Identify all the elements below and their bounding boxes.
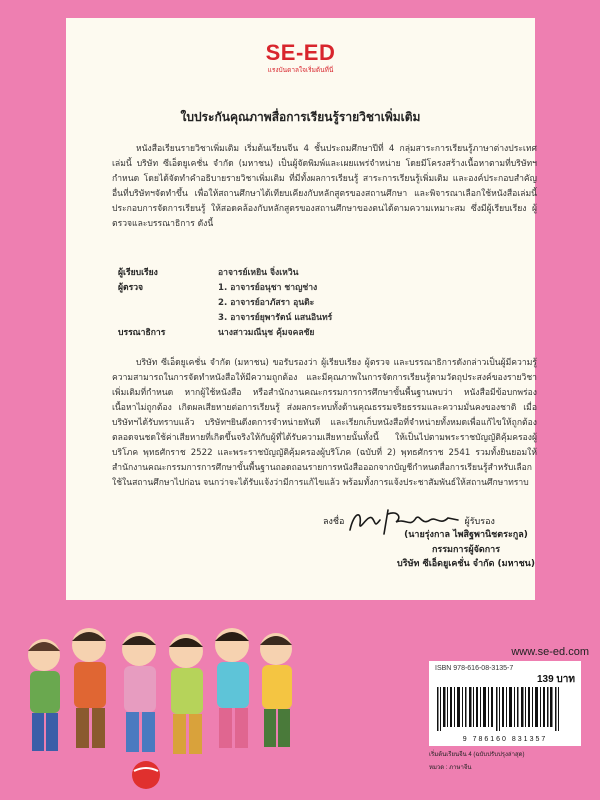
child-figure bbox=[72, 628, 106, 748]
reviewer-list bbox=[218, 281, 332, 326]
reviewer-label: ผู้ตรวจ bbox=[118, 283, 144, 293]
reviewer-item: 3. อาจารย์ยุพารัตน์ แสนอินทร์ bbox=[218, 313, 333, 323]
isbn-text: ISBN 978-616-08-3135-7 bbox=[435, 665, 514, 672]
author-row bbox=[118, 266, 332, 281]
child-figure bbox=[28, 639, 60, 751]
child-figure bbox=[169, 634, 203, 754]
children-illustration bbox=[14, 615, 304, 800]
signatory-company: บริษัท ซีเอ็ดยูเคชั่น จำกัด (มหาชน) bbox=[397, 559, 535, 569]
guarantor-label: ผู้รับรอง bbox=[464, 517, 495, 527]
back-cover-info bbox=[429, 646, 589, 772]
signatory-block bbox=[396, 528, 536, 572]
editor-label: บรรณาธิการ bbox=[118, 328, 166, 338]
intro-paragraph: หนังสือเรียนรายวิชาเพิ่มเติม เริ่มต้นเรียนจีน 4 ชั้นประถมศึกษาปีที่ 4 กลุ่มสาระการเรียนรู้ภาษาต่างประเทศเล่มนี้ บริษัท ซีเอ็ดยูเคชั่น จำกัด (มหาชน) เป็นผู้จัดพิมพ์และเผยแพร่จำหน่าย โดยมีโครงสร้างเนื้อหาตามที่บริษัทฯกำหนด โดยได้จัดทำคำอธิบายรายวิชาเพิ่มเติม ที่มีทั้งผลการเรียนรู้ สาระการเรียนรู้เพิ่มเติม และองค์ประกอบสำคัญอื่นที่บริษัทฯจัดทำขึ้น เพื่อให้สถานศึกษาได้เทียบเคียงกับหลักสูตรของสถานศึกษา และพิจารณาเลือกใช้หนังสือเล่มนี้ประกอบการจัดการเรียนรู้ ให้สอดคล้องกับหลักสูตรของสถานศึกษาของตนได้ตามความเหมาะสม ซึ่งมีผู้เรียบเรียง ผู้ตรวจและบรรณาธิการ ดังนี้ bbox=[112, 144, 537, 229]
child-figure bbox=[260, 633, 292, 747]
ball-icon bbox=[132, 761, 160, 789]
child-figure bbox=[215, 628, 249, 748]
barcode-icon bbox=[435, 687, 563, 731]
signatory-name: (นายรุ่งกาล ไพสิฐพานิชตระกูล) bbox=[404, 530, 528, 540]
guarantee-paragraph: บริษัท ซีเอ็ดยูเคชั่น จำกัด (มหาชน) ขอรับรองว่า ผู้เรียบเรียง ผู้ตรวจ และบรรณาธิการดังกล่าวเป็นผู้มีความรู้ความสามารถในการจัดทำหนังสือให้มีความถูกต้อง และมีคุณภาพในการจัดการเรียนรู้ตามวัตถุประสงค์ของรายวิชาเพิ่มเติมที่กำหนด หากผู้ใช้หนังสือ หรือสำนักงานคณะกรรมการการศึกษาขั้นพื้นฐานพบว่า หนังสือมีข้อบกพร่อง เนื้อหาไม่ถูกต้อง เกิดผลเสียหายต่อการเรียนรู้ ส่งผลกระทบทั้งด้านคุณธรรมจริยธรรมและความมั่นคงของชาติ เมื่อบริษัทฯได้รับทราบแล้ว บริษัทฯยินดีงดการจำหน่ายทันที และเรียกเก็บหนังสือที่จำหน่ายทั้งหมดเพื่อแก้ไขให้ถูกต้อง ตลอดจนชดใช้ค่าเสียหายที่เกิดขึ้นจริงให้กับผู้ที่ได้รับความเสียหายนั้นทั้งนี้ ให้เป็นไปตามพระราชบัญญัติคุ้มครองผู้บริโภค พุทธศักราช 2522 และพระราชบัญญัติคุ้มครองผู้บริโภค (ฉบับที่ 2) พุทธศักราช 2541 รวมทั้งยินยอมให้สำนักงานคณะกรรมการการศึกษาขั้นพื้นฐานถอดถอนรายการหนังสือออกจากบัญชีกำหนดสื่อการเรียนรู้สำหรับเลือกใช้ในสถานศึกษาไปก่อน จนกว่าจะได้รับแจ้งว่ามีการแก้ไขแล้ว พร้อมทั้งการแจ้งประชาสัมพันธ์ให้สถานศึกษาทราบ bbox=[112, 358, 537, 488]
reviewer-item: 2. อาจารย์อาภัสรา อุนดิะ bbox=[218, 298, 315, 308]
brand-name: SE-ED bbox=[265, 40, 336, 65]
signatory-position: กรรมการผู้จัดการ bbox=[431, 544, 501, 555]
barcode-box bbox=[429, 661, 581, 746]
price-text: 139 บาท bbox=[536, 674, 575, 685]
brand-logo bbox=[66, 40, 535, 75]
author-label: ผู้เรียบเรียง bbox=[118, 268, 158, 278]
document-title: ใบประกันคุณภาพสื่อการเรียนรู้รายวิชาเพิ่มเติม bbox=[180, 110, 421, 124]
reviewer-row bbox=[118, 281, 332, 326]
brand-tagline: แรงบันดาลใจเริ่มต้นที่นี่ bbox=[267, 66, 334, 74]
author-name: อาจารย์เหยิน จิ่งเหวิน bbox=[218, 268, 299, 278]
child-figure bbox=[122, 632, 156, 752]
credits-block bbox=[118, 266, 332, 341]
reviewer-item: 1. อาจารย์อนุชา ชาญช่าง bbox=[218, 283, 318, 293]
category-meta: หมวด : ภาษาจีน bbox=[429, 765, 472, 771]
book-title-meta: เริ่มต้นเรียนจีน 4 (ฉบับปรับปรุงล่าสุด) bbox=[429, 752, 525, 758]
sign-label: ลงชื่อ bbox=[323, 517, 345, 527]
guarantee-card bbox=[66, 18, 535, 600]
website-url[interactable]: www.se-ed.com bbox=[511, 646, 589, 658]
editor-name: นางสาวมณีนุช คุ้มจคลชัย bbox=[218, 328, 315, 338]
editor-row bbox=[118, 326, 332, 341]
barcode-number: 9 786160 831357 bbox=[462, 736, 548, 743]
